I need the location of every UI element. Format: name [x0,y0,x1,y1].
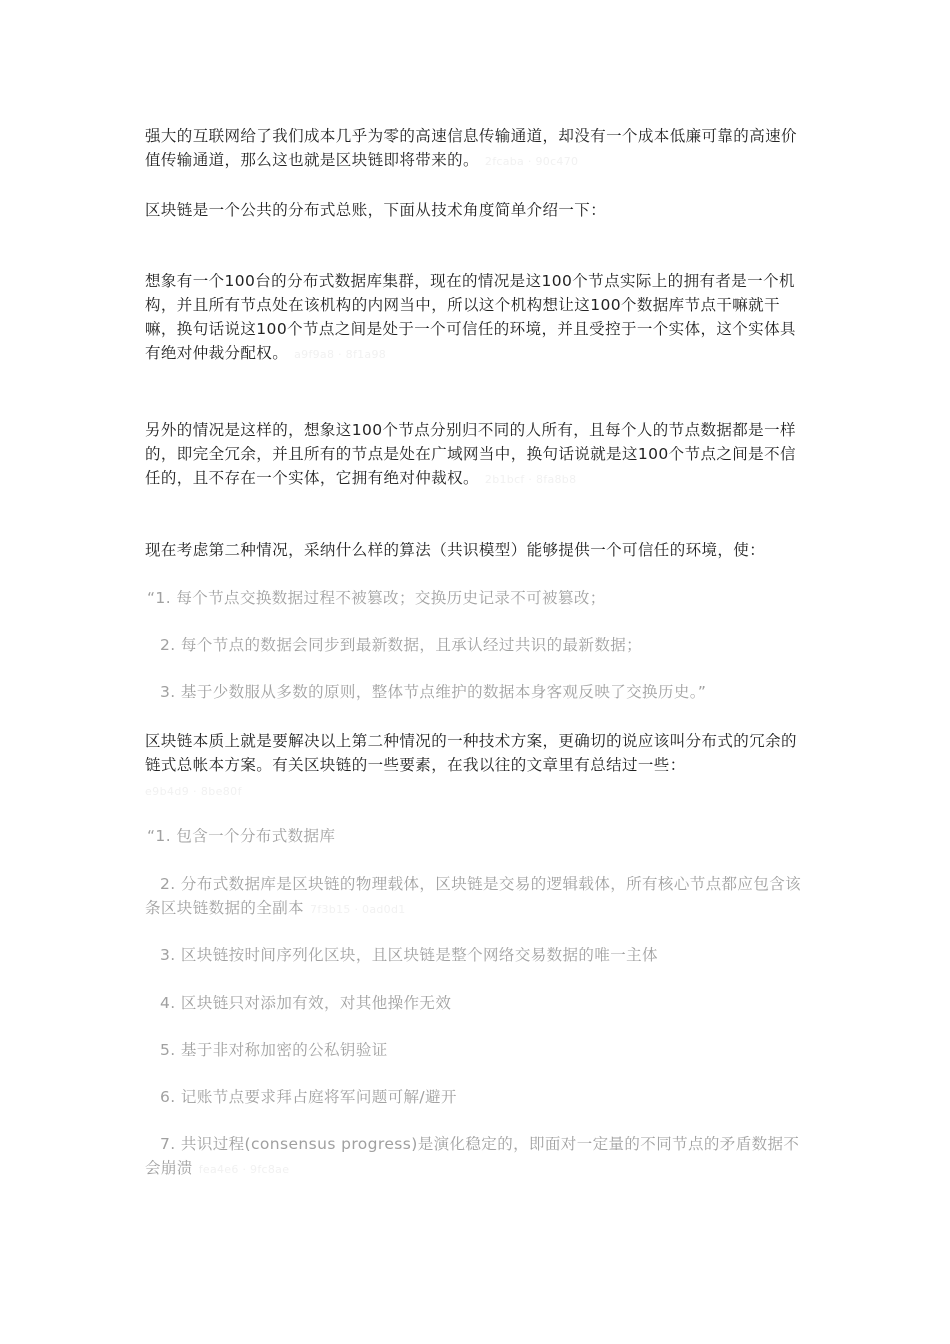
quote2-item-4: 4. 区块链只对添加有效，对其他操作无效 [160,994,452,1012]
quote1-item-1: “1. 每个节点交换数据过程不被篡改；交换历史记录不可被篡改； [147,589,606,607]
quote2-item-1: “1. 包含一个分布式数据库 [147,827,336,845]
paragraph-scenario-two: 另外的情况是这样的，想象这100个节点分别归不同的人所有，且每个人的节点数据都是一样的，即完全冗余，并且所有的节点是处在广域网当中，换句话说就是这100个节点之间是不信任的，且不存在一个实体，它拥有绝对仲裁权。 2b1bcf · 8fa8b8 [145,421,796,487]
quote2-item-3: 3. 区块链按时间序列化区块，且区块链是整个网络交易数据的唯一主体 [160,946,658,964]
quote1-item-2: 2. 每个节点的数据会同步到最新数据，且承认经过共识的最新数据； [160,636,643,654]
paragraph-question: 现在考虑第二种情况，采纳什么样的算法（共识模型）能够提供一个可信任的环境，使： [145,541,766,559]
paragraph-intro: 强大的互联网给了我们成本几乎为零的高速信息传输通道，却没有一个成本低廉可靠的高速价值传输通道，那么这也就是区块链即将带来的。 2fcaba · 90c470 [145,127,797,169]
quote2-item-5: 5. 基于非对称加密的公私钥验证 [160,1041,388,1059]
paragraph-scenario-one: 想象有一个100台的分布式数据库集群，现在的情况是这100个节点实际上的拥有者是一个机构，并且所有节点处在该机构的内网当中，所以这个机构想让这100个数据库节点干嘛就干嘛，换句话说这100个节点之间是处于一个可信任的环境，并且受控于一个实体，这个实体具有绝对仲裁分配权。 a9f9a8 · 8f1a98 [145,272,796,362]
watermark-text: a9f9a8 · 8f1a98 [294,348,387,361]
watermark-text: fea4e6 · 9fc8ae [198,1163,290,1176]
watermark-text: 2b1bcf · 8fa8b8 [484,473,577,486]
quote1-item-3: 3. 基于少数服从多数的原则，整体节点维护的数据本身客观反映了交换历史。” [160,683,707,701]
quote2-item-2: 2. 分布式数据库是区块链的物理载体，区块链是交易的逻辑载体，所有核心节点都应包含该条区块链数据的全副本 7f3b15 · 0ad0d1 [145,875,802,917]
watermark-text: 7f3b15 · 0ad0d1 [310,903,406,916]
quote2-item-7: 7. 共识过程(consensus progress)是演化稳定的，即面对一定量的不同节点的矛盾数据不会崩溃 fea4e6 · 9fc8ae [145,1135,800,1177]
quote2-item-6: 6. 记账节点要求拜占庭将军问题可解/避开 [160,1088,457,1106]
paragraph-summary: 区块链本质上就是要解决以上第二种情况的一种技术方案，更确切的说应该叫分布式的冗余的链式总帐本方案。有关区块链的一些要素，在我以往的文章里有总结过一些： [145,732,797,774]
watermark-text: 2fcaba · 90c470 [484,155,579,168]
paragraph-definition: 区块链是一个公共的分布式总账，下面从技术角度简单介绍一下： [145,201,607,219]
watermark-text: e9b4d9 · 8be80f [145,785,242,798]
